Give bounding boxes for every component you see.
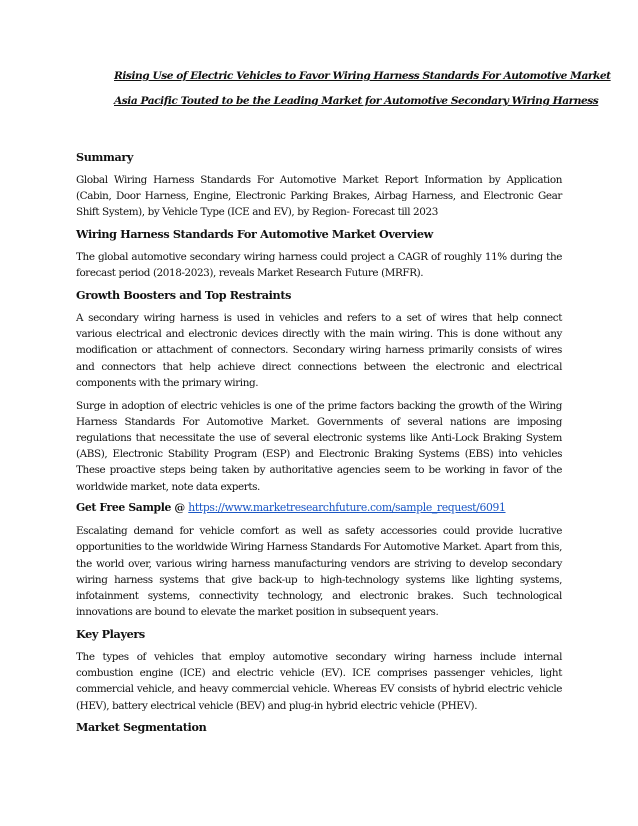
growth-paragraph-1: A secondary wiring harness is used in vehicles and refers to a set of wires that help connect various electrical and electronic devices directly with the main wiring. This is done without any modification or attachment of connectors. Secondary wiring harness primarily consists of wires and connectors that help achieve direct connections between the electronic and electrical components with the primary wiring. [76,312,562,389]
title-block [76,0,611,107]
free-sample-line [76,501,562,514]
headline-title: Rising Use of Electric Vehicles to Favor Wiring Harness Standards For Automotive Market [114,70,611,82]
key-players-paragraph: The types of vehicles that employ automotive secondary wiring harness include internal combustion engine (ICE) and electric vehicle (EV). ICE comprises passenger vehicles, light commercial vehicle, and heavy commercial vehicle. Whereas EV consists of hybrid electric vehicle (HEV), battery electrical vehicle (BEV) and plug-in hybrid electric vehicle (PHEV). [76,650,562,712]
free-sample-label: Get Free Sample @ [76,501,189,515]
free-sample-link[interactable]: https://www.marketresearchfuture.com/sample_request/6091 [188,501,506,515]
market-segmentation-heading: Market Segmentation [76,720,207,735]
summary-heading: Summary [76,150,134,164]
summary-paragraph: Global Wiring Harness Standards For Automotive Market Report Information by Application (Cabin, Door Harness, Engine, Electronic Parking Brakes, Airbag Harness, and Electronic Gear Shift System), by Vehicle Type (ICE and EV), by Region- Forecast till 2023 [76,174,562,219]
sub-headline-title: Asia Pacific Touted to be the Leading Market for Automotive Secondary Wiring Harness [114,95,599,107]
overview-paragraph: The global automotive secondary wiring harness could project a CAGR of roughly 11% during the forecast period (2018-2023), reveals Market Research Future (MRFR). [76,251,562,280]
document-body [76,150,562,734]
growth-heading: Growth Boosters and Top Restraints [76,288,292,303]
key-players-heading: Key Players [76,626,145,641]
growth-paragraph-2: Surge in adoption of electric vehicles is one of the prime factors backing the growth of the Wiring Harness Standards For Automotive Market. Governments of several nations are imposing regulations that necessitate the use of several electronic systems like Anti-Lock Braking System (ABS), Electronic Stability Program (ESP) and Electronic Braking Systems (EBS) into vehicles These proactive steps being taken by authoritative agencies seem to be working in favor of the worldwide market, note data experts. [76,399,562,493]
overview-heading: Wiring Harness Standards For Automotive Market Overview [76,227,433,242]
escalating-paragraph: Escalating demand for vehicle comfort as well as safety accessories could provide lucrative opportunities to the worldwide Wiring Harness Standards For Automotive Market. Apart from this, the world over, various wiring harness manufacturing vendors are striving to develop secondary wiring harness systems that give back-up to high-technology systems like lighting systems, infotainment systems, connectivity technology, and electronic brakes. Such technological innovations are bound to elevate the market position in subsequent years. [76,525,562,619]
